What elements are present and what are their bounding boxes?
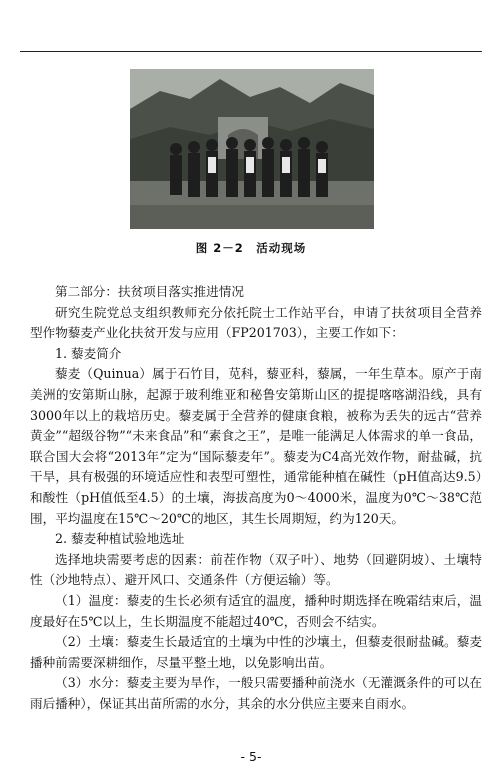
site-factors-paragraph: 选择地块需要考虑的因素：前茬作物（双子叶）、地势（回避阴坡）、土壤特性（沙地特点）、避开风口、交通条件（方便运输）等。 [30,551,482,588]
water-paragraph: （3）水分：藜麦主要为旱作，一般只需要播种前浇水（无灌溉条件的可以在雨后播种），保证其出苗所需的水分，其余的水分供应主要来自雨水。 [30,675,482,711]
subheading-site-selection: 2. 藜麦种植试验地选址 [55,531,185,547]
subheading-quinoa-intro: 1. 藜麦简介 [55,345,122,361]
figure-caption: 图 2－2 活动现场 [195,241,307,255]
quinoa-intro-paragraph: 藜麦（Quinua）属于石竹目，苋科，藜亚科，藜属，一年生草本。原产于南美洲的安第斯山脉，起源于玻利维亚和秘鲁安第斯山区的提提喀喀湖沿线，具有3000年以上的栽培历史。藜麦属于全营养的健康食粮，被称为丢失的远古“营养黄金”“超级谷物”“未来食品”和“素食之王”，是唯一能满足人体需求的单一食品，联合国大会将“2013年”定为“国际藜麦年”。藜麦为C4高光效作物，耐盐碱，抗干旱，具有极强的环境适应性和表型可塑性，通常能种植在碱性（pH值高达9.5）和酸性（pH值低至4.5）的土壤，海拔高度为0～4000米，温度为0℃～38℃范围，平均温度在15℃～20℃的地区，其生长周期短，约为120天。 [30,366,482,526]
section-heading: 第二部分：扶贫项目落实推进情况 [55,284,244,299]
soil-paragraph: （2）土壤：藜麦生长最适宜的土壤为中性的沙壤土，但藜麦很耐盐碱。藜麦播种前需要深耕细作，尽量平整土地，以免影响出苗。 [30,634,482,670]
temperature-paragraph: （1）温度：藜麦的生长必须有适宜的温度，播种时期选择在晚霜结束后，温度最好在5℃以上，生长期温度不能超过40℃，否则会不结实。 [30,592,482,629]
header-rule [20,51,482,52]
page-number: - 5- [240,749,262,764]
intro-paragraph: 研究生院党总支组织教师充分依托院士工作站平台，申请了扶贫项目全营养型作物藜麦产业化扶贫开发与应用（FP201703），主要工作如下： [30,304,482,341]
body-text [30,282,482,714]
activity-photo [130,69,374,229]
activity-scene-image [130,69,374,229]
